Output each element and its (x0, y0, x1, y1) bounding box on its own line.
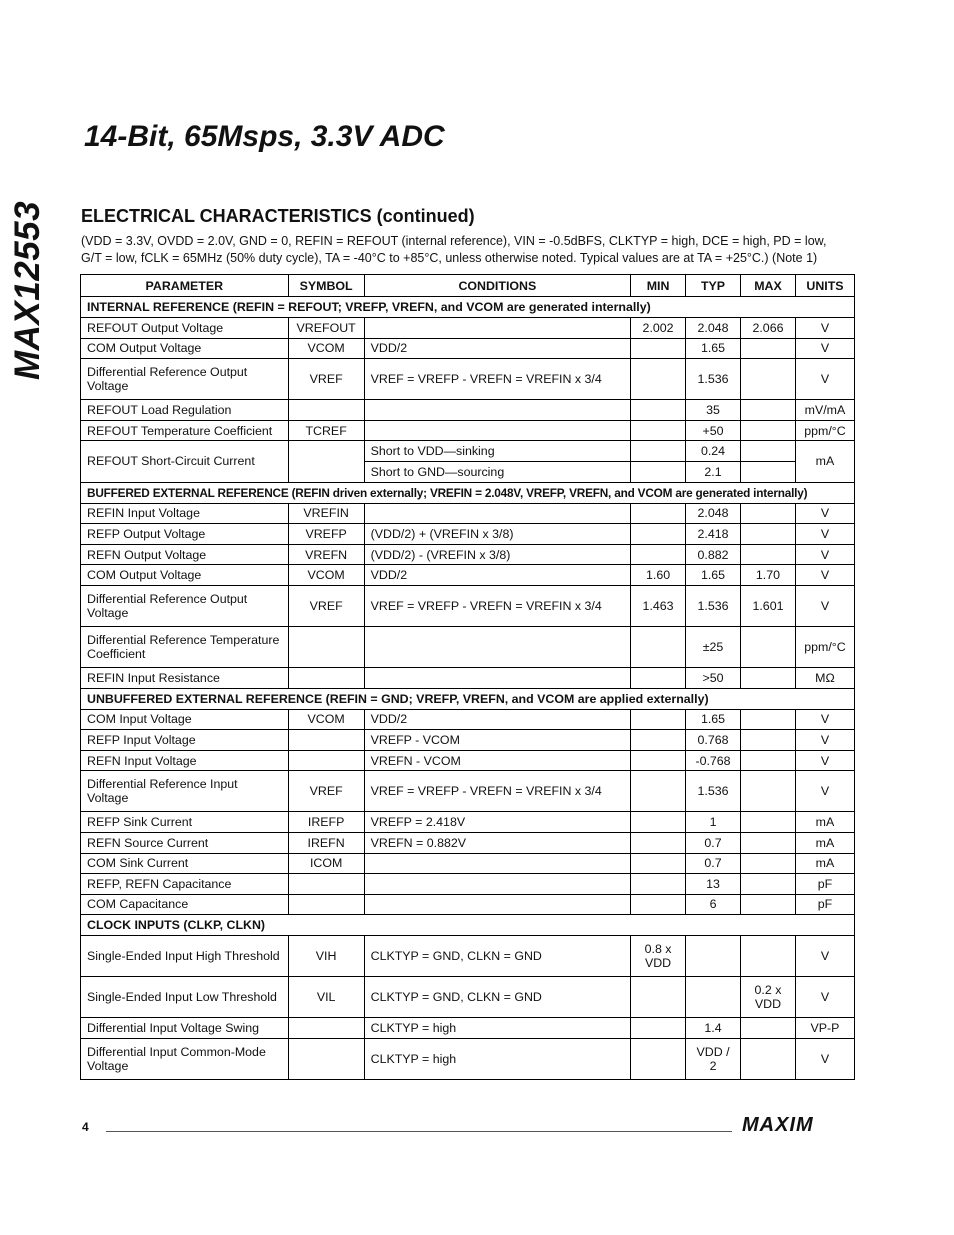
min-cell (631, 420, 686, 441)
max-cell (741, 503, 796, 524)
section-title: ELECTRICAL CHARACTERISTICS (continued) (81, 206, 475, 226)
page-number: 4 (82, 1120, 89, 1134)
table-row (81, 318, 855, 339)
max-cell (741, 359, 796, 400)
conditions-cell: CLKTYP = GND, CLKN = GND (364, 977, 630, 1018)
conditions-cell: VREFP = 2.418V (364, 812, 630, 833)
max-cell (741, 667, 796, 688)
param-cell: Differential Reference Output Voltage (81, 359, 289, 400)
typ-cell: 35 (686, 400, 741, 421)
conditions-cell: Short to GND—sourcing (364, 461, 630, 482)
table-row (81, 853, 855, 874)
typ-cell: >50 (686, 667, 741, 688)
table-row (81, 936, 855, 977)
min-cell (631, 503, 686, 524)
units-cell: VP-P (795, 1018, 854, 1039)
units-cell: V (795, 977, 854, 1018)
min-cell (631, 441, 686, 462)
header-parameter: PARAMETER (81, 275, 289, 297)
units-cell: V (795, 936, 854, 977)
typ-cell: 2.048 (686, 503, 741, 524)
symbol-cell: VCOM (288, 709, 364, 730)
conditions-cell: CLKTYP = high (364, 1018, 630, 1039)
max-cell (741, 750, 796, 771)
symbol-cell (288, 626, 364, 667)
symbol-cell: VREF (288, 359, 364, 400)
typ-cell: +50 (686, 420, 741, 441)
symbol-cell (288, 1018, 364, 1039)
symbol-cell: VREFN (288, 544, 364, 565)
min-cell (631, 544, 686, 565)
param-cell: REFIN Input Resistance (81, 667, 289, 688)
section-row (81, 915, 855, 936)
units-cell: V (795, 565, 854, 586)
side-part-number: MAX12553 (8, 200, 47, 380)
units-cell: V (795, 1038, 854, 1079)
param-cell: COM Output Voltage (81, 565, 289, 586)
param-cell: COM Input Voltage (81, 709, 289, 730)
typ-cell: 2.1 (686, 461, 741, 482)
table-row (81, 709, 855, 730)
param-cell: Differential Input Voltage Swing (81, 1018, 289, 1039)
param-cell: REFP Output Voltage (81, 524, 289, 545)
param-cell: REFOUT Temperature Coefficient (81, 420, 289, 441)
param-cell: REFP Sink Current (81, 812, 289, 833)
min-cell: 1.60 (631, 565, 686, 586)
table-row (81, 1038, 855, 1079)
conditions-cell: VDD/2 (364, 338, 630, 359)
typ-cell: 0.768 (686, 730, 741, 751)
conditions-cell (364, 318, 630, 339)
table-row (81, 338, 855, 359)
min-cell (631, 1038, 686, 1079)
table-row (81, 626, 855, 667)
max-cell: 1.70 (741, 565, 796, 586)
min-cell (631, 894, 686, 915)
table-row (81, 585, 855, 626)
table-row (81, 750, 855, 771)
param-cell: REFIN Input Voltage (81, 503, 289, 524)
units-cell: ppm/°C (795, 420, 854, 441)
min-cell (631, 750, 686, 771)
conditions-cell (364, 667, 630, 688)
conditions-cell (364, 503, 630, 524)
conditions-cell (364, 400, 630, 421)
doc-title: 14-Bit, 65Msps, 3.3V ADC (84, 120, 445, 153)
typ-cell: 0.24 (686, 441, 741, 462)
min-cell: 1.463 (631, 585, 686, 626)
max-cell (741, 1018, 796, 1039)
param-cell: REFOUT Short-Circuit Current (81, 441, 289, 482)
conditions-cell: Short to VDD—sinking (364, 441, 630, 462)
min-cell (631, 338, 686, 359)
conditions-cell: VREFN = 0.882V (364, 832, 630, 853)
param-cell: Differential Input Common-Mode Voltage (81, 1038, 289, 1079)
param-cell: COM Capacitance (81, 894, 289, 915)
max-cell: 1.601 (741, 585, 796, 626)
table-row (81, 977, 855, 1018)
table-row (81, 730, 855, 751)
header-typ: TYP (686, 275, 741, 297)
symbol-cell: VCOM (288, 565, 364, 586)
param-cell: Differential Reference Output Voltage (81, 585, 289, 626)
param-cell: REFN Output Voltage (81, 544, 289, 565)
max-cell (741, 874, 796, 895)
header-max: MAX (741, 275, 796, 297)
symbol-cell: TCREF (288, 420, 364, 441)
min-cell (631, 359, 686, 400)
symbol-cell (288, 874, 364, 895)
conditions-cell (364, 894, 630, 915)
max-cell (741, 420, 796, 441)
table-row (81, 420, 855, 441)
min-cell (631, 730, 686, 751)
units-cell: V (795, 318, 854, 339)
table-row (81, 441, 855, 462)
units-cell: mA (795, 441, 854, 482)
conditions-cell: VREFP - VCOM (364, 730, 630, 751)
typ-cell (686, 977, 741, 1018)
conditions-cell (364, 420, 630, 441)
units-cell: V (795, 544, 854, 565)
units-cell: ppm/°C (795, 626, 854, 667)
param-cell: COM Sink Current (81, 853, 289, 874)
table-row (81, 524, 855, 545)
symbol-cell: VREFIN (288, 503, 364, 524)
symbol-cell: VREF (288, 771, 364, 812)
conditions-cell (364, 626, 630, 667)
typ-cell: 1.536 (686, 585, 741, 626)
typ-cell: 1 (686, 812, 741, 833)
symbol-cell (288, 1038, 364, 1079)
units-cell: V (795, 338, 854, 359)
min-cell (631, 461, 686, 482)
symbol-cell (288, 441, 364, 482)
max-cell (741, 441, 796, 462)
units-cell: V (795, 503, 854, 524)
symbol-cell (288, 730, 364, 751)
units-cell: mV/mA (795, 400, 854, 421)
maxim-logo: MAXIM (742, 1114, 814, 1136)
max-cell: 2.066 (741, 318, 796, 339)
symbol-cell: VREFP (288, 524, 364, 545)
param-cell: REFN Input Voltage (81, 750, 289, 771)
typ-cell (686, 936, 741, 977)
symbol-cell: IREFN (288, 832, 364, 853)
table-row (81, 874, 855, 895)
max-cell (741, 544, 796, 565)
symbol-cell: VIL (288, 977, 364, 1018)
units-cell: V (795, 524, 854, 545)
table-row (81, 544, 855, 565)
typ-cell: 1.65 (686, 565, 741, 586)
symbol-cell: IREFP (288, 812, 364, 833)
max-cell (741, 771, 796, 812)
units-cell: V (795, 359, 854, 400)
typ-cell: 13 (686, 874, 741, 895)
symbol-cell: VREF (288, 585, 364, 626)
header-units: UNITS (795, 275, 854, 297)
section-row (81, 482, 855, 503)
typ-cell: 1.4 (686, 1018, 741, 1039)
conditions-cell: CLKTYP = GND, CLKN = GND (364, 936, 630, 977)
section-row (81, 688, 855, 709)
header-conditions: CONDITIONS (364, 275, 630, 297)
min-cell (631, 524, 686, 545)
units-cell: mA (795, 853, 854, 874)
min-cell (631, 832, 686, 853)
symbol-cell (288, 894, 364, 915)
param-cell: REFOUT Load Regulation (81, 400, 289, 421)
units-cell: pF (795, 894, 854, 915)
param-cell: COM Output Voltage (81, 338, 289, 359)
typ-cell: VDD / 2 (686, 1038, 741, 1079)
section-clock: CLOCK INPUTS (CLKP, CLKN) (81, 915, 855, 936)
test-conditions-line1: (VDD = 3.3V, OVDD = 2.0V, GND = 0, REFIN = REFOUT (internal reference), VIN = -0.5dBFS, CLKTYP = high, DCE = high, PD = low, (81, 234, 827, 248)
typ-cell: 1.536 (686, 359, 741, 400)
max-cell (741, 709, 796, 730)
conditions-cell: VDD/2 (364, 709, 630, 730)
min-cell (631, 400, 686, 421)
conditions-cell: (VDD/2) + (VREFIN x 3/8) (364, 524, 630, 545)
units-cell: mA (795, 832, 854, 853)
conditions-cell: VREF = VREFP - VREFN = VREFIN x 3/4 (364, 359, 630, 400)
max-cell (741, 400, 796, 421)
units-cell: V (795, 771, 854, 812)
header-min: MIN (631, 275, 686, 297)
symbol-cell (288, 400, 364, 421)
test-conditions (81, 233, 856, 267)
param-cell: Differential Reference Temperature Coefficient (81, 626, 289, 667)
section-buffered: BUFFERED EXTERNAL REFERENCE (REFIN driven externally; VREFIN = 2.048V, VREFP, VREFN, and VCOM are generated internally) (81, 482, 855, 503)
max-cell: 0.2 x VDD (741, 977, 796, 1018)
typ-cell: 1.65 (686, 709, 741, 730)
header-symbol: SYMBOL (288, 275, 364, 297)
symbol-cell: VIH (288, 936, 364, 977)
units-cell: MΩ (795, 667, 854, 688)
section-internal: INTERNAL REFERENCE (REFIN = REFOUT; VREFP, VREFN, and VCOM are generated internally) (81, 297, 855, 318)
conditions-cell: VREFN - VCOM (364, 750, 630, 771)
table-row (81, 894, 855, 915)
param-cell: REFP Input Voltage (81, 730, 289, 751)
table-row (81, 400, 855, 421)
max-cell (741, 1038, 796, 1079)
param-cell: Single-Ended Input Low Threshold (81, 977, 289, 1018)
symbol-cell: ICOM (288, 853, 364, 874)
conditions-cell: CLKTYP = high (364, 1038, 630, 1079)
param-cell: REFOUT Output Voltage (81, 318, 289, 339)
table-row (81, 503, 855, 524)
table-row (81, 812, 855, 833)
units-cell: V (795, 750, 854, 771)
max-cell (741, 524, 796, 545)
param-cell: Differential Reference Input Voltage (81, 771, 289, 812)
table-row (81, 667, 855, 688)
min-cell (631, 812, 686, 833)
typ-cell: -0.768 (686, 750, 741, 771)
conditions-cell: VREF = VREFP - VREFN = VREFIN x 3/4 (364, 585, 630, 626)
units-cell: pF (795, 874, 854, 895)
param-cell: REFN Source Current (81, 832, 289, 853)
conditions-cell: VREF = VREFP - VREFN = VREFIN x 3/4 (364, 771, 630, 812)
max-cell (741, 338, 796, 359)
table-row (81, 565, 855, 586)
header-row (81, 275, 855, 297)
typ-cell: ±25 (686, 626, 741, 667)
min-cell (631, 977, 686, 1018)
symbol-cell (288, 750, 364, 771)
conditions-cell (364, 853, 630, 874)
min-cell (631, 853, 686, 874)
electrical-characteristics-table (80, 274, 855, 1080)
typ-cell: 1.536 (686, 771, 741, 812)
min-cell (631, 874, 686, 895)
conditions-cell: (VDD/2) - (VREFIN x 3/8) (364, 544, 630, 565)
max-cell (741, 626, 796, 667)
symbol-cell: VCOM (288, 338, 364, 359)
min-cell: 0.8 x VDD (631, 936, 686, 977)
min-cell (631, 667, 686, 688)
param-cell: Single-Ended Input High Threshold (81, 936, 289, 977)
typ-cell: 2.418 (686, 524, 741, 545)
units-cell: V (795, 709, 854, 730)
typ-cell: 2.048 (686, 318, 741, 339)
symbol-cell: VREFOUT (288, 318, 364, 339)
max-cell (741, 461, 796, 482)
max-cell (741, 853, 796, 874)
table-row (81, 1018, 855, 1039)
units-cell: mA (795, 812, 854, 833)
min-cell (631, 771, 686, 812)
conditions-cell (364, 874, 630, 895)
table-row (81, 771, 855, 812)
section-row (81, 297, 855, 318)
max-cell (741, 730, 796, 751)
param-cell: REFP, REFN Capacitance (81, 874, 289, 895)
table-row (81, 359, 855, 400)
min-cell (631, 709, 686, 730)
symbol-cell (288, 667, 364, 688)
table-row (81, 832, 855, 853)
typ-cell: 1.65 (686, 338, 741, 359)
units-cell: V (795, 730, 854, 751)
typ-cell: 0.882 (686, 544, 741, 565)
conditions-cell: VDD/2 (364, 565, 630, 586)
footer-divider (106, 1131, 732, 1132)
test-conditions-line2: G/T = low, fCLK = 65MHz (50% duty cycle), TA = -40°C to +85°C, unless otherwise noted. Typical values are at TA = +25°C.) (Note 1) (81, 251, 818, 265)
min-cell (631, 626, 686, 667)
max-cell (741, 832, 796, 853)
typ-cell: 6 (686, 894, 741, 915)
max-cell (741, 936, 796, 977)
max-cell (741, 894, 796, 915)
min-cell: 2.002 (631, 318, 686, 339)
max-cell (741, 812, 796, 833)
min-cell (631, 1018, 686, 1039)
section-unbuffered: UNBUFFERED EXTERNAL REFERENCE (REFIN = GND; VREFP, VREFN, and VCOM are applied externally) (81, 688, 855, 709)
typ-cell: 0.7 (686, 832, 741, 853)
units-cell: V (795, 585, 854, 626)
typ-cell: 0.7 (686, 853, 741, 874)
